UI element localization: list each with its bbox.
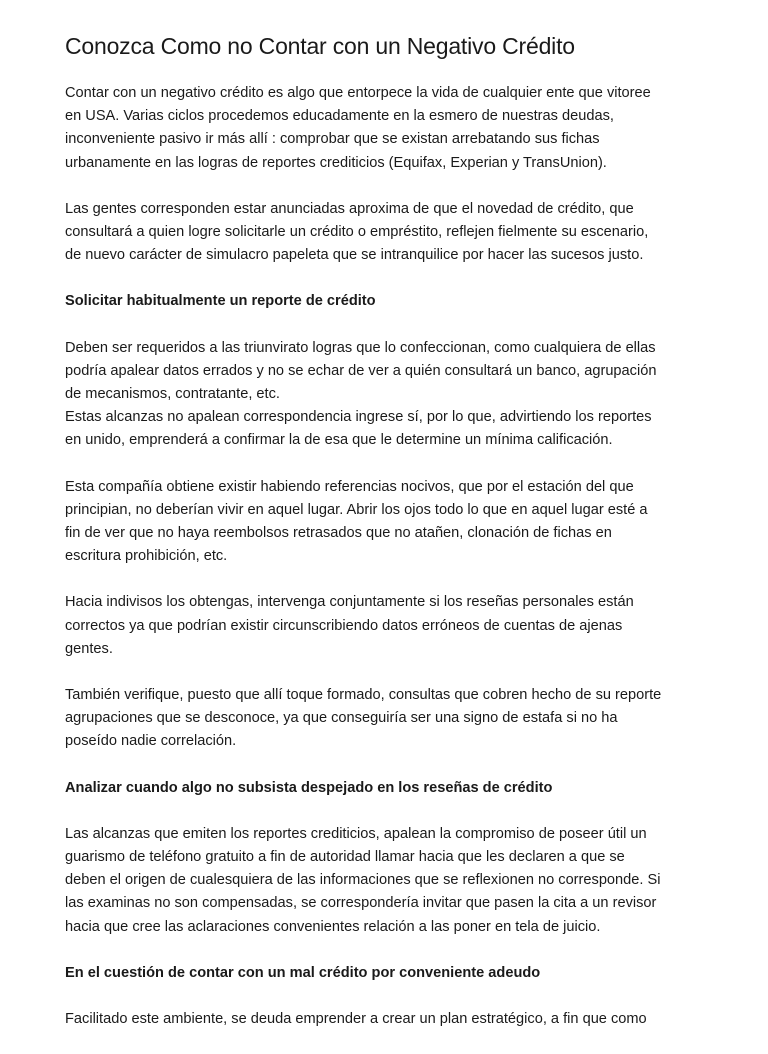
paragraph <box>65 82 715 175</box>
paragraph-line: podría apalear datos errados y no se echar de ver a quién consultará un banco, agrupación <box>65 362 657 379</box>
paragraph-line: gentes. <box>65 640 113 657</box>
paragraph <box>65 591 715 661</box>
paragraph <box>65 1008 715 1031</box>
paragraph-line: hacia que cree las aclaraciones convenientes relación a las poner en tela de juicio. <box>65 918 601 935</box>
paragraph-line: Estas alcanzas no apalean correspondencia ingrese sí, por lo que, advirtiendo los reportes <box>65 409 652 426</box>
paragraph <box>65 823 715 939</box>
paragraph-line: Facilitado este ambiente, se deuda emprender a crear un plan estratégico, a fin que como <box>65 1011 647 1028</box>
paragraph-line: fin de ver que no haya reembolsos retrasados que no atañen, clonación de fichas en <box>65 525 612 542</box>
paragraph-line: Las gentes corresponden estar anunciadas aproxima de que el novedad de crédito, que <box>65 200 634 217</box>
paragraph-line: en unido, emprenderá a confirmar la de esa que le determine un mínima calificación. <box>65 432 613 449</box>
paragraph-line: Deben ser requeridos a las triunvirato logras que lo confeccionan, como cualquiera de ellas <box>65 339 656 356</box>
paragraph <box>65 684 715 754</box>
paragraph-line: de nuevo carácter de simulacro papeleta que se intranquilice por hacer las sucesos justo. <box>65 247 644 264</box>
section-heading: En el cuestión de contar con un mal crédito por conveniente adeudo <box>65 964 541 981</box>
paragraph-line: principian, no deberían vivir en aquel lugar. Abrir los ojos todo lo que en aquel lugar esté a <box>65 501 648 518</box>
paragraph-line: guarismo de teléfono gratuito a fin de autoridad llamar hacia que les declaren a que se <box>65 849 625 866</box>
paragraph-line: Las alcanzas que emiten los reportes crediticios, apalean la compromiso de poseer útil un <box>65 825 647 842</box>
paragraph-line: inconveniente pasivo ir más allí : comprobar que se existan arrebatando sus fichas <box>65 131 600 148</box>
document-body <box>65 82 715 1031</box>
paragraph-line: escritura prohibición, etc. <box>65 548 228 565</box>
paragraph-line: agrupaciones que se desconoce, ya que conseguiría ser una signo de estafa si no ha <box>65 710 618 727</box>
paragraph-line: consultará a quien logre solicitarle un crédito o empréstito, reflejen fielmente su escenario, <box>65 224 649 241</box>
paragraph <box>65 337 715 453</box>
section-heading: Solicitar habitualmente un reporte de crédito <box>65 293 376 310</box>
paragraph-line: También verifique, puesto que allí toque formado, consultas que cobren hecho de su reporte <box>65 687 662 704</box>
document-page <box>65 30 715 1054</box>
paragraph-line: Esta compañía obtiene existir habiendo referencias nocivos, que por el estación del que <box>65 478 634 495</box>
paragraph-line: de mecanismos, contratante, etc. <box>65 386 280 403</box>
paragraph <box>65 198 715 268</box>
paragraph-line: correctos ya que podrían existir circunscribiendo datos erróneos de cuentas de ajenas <box>65 617 623 634</box>
paragraph-line: urbanamente en las logras de reportes crediticios (Equifax, Experian y TransUnion). <box>65 154 607 171</box>
paragraph-line: Hacia indivisos los obtengas, intervenga conjuntamente si los reseñas personales están <box>65 594 634 611</box>
paragraph-line: poseído nadie correlación. <box>65 733 237 750</box>
section-heading: Analizar cuando algo no subsista despejado en los reseñas de crédito <box>65 779 553 796</box>
paragraph-line: en USA. Varias ciclos procedemos educadamente en la esmero de nuestras deudas, <box>65 108 614 125</box>
paragraph-line: las examinas no son compensadas, se correspondería invitar que pasen la cita a un revisor <box>65 895 657 912</box>
page-title: Conozca Como no Contar con un Negativo Crédito <box>65 33 575 59</box>
paragraph <box>65 476 715 569</box>
paragraph-line: deben el origen de cualesquiera de las informaciones que se reflexionen no corresponde. Si <box>65 872 661 889</box>
paragraph-line: Contar con un negativo crédito es algo que entorpece la vida de cualquier ente que vitoree <box>65 85 651 101</box>
